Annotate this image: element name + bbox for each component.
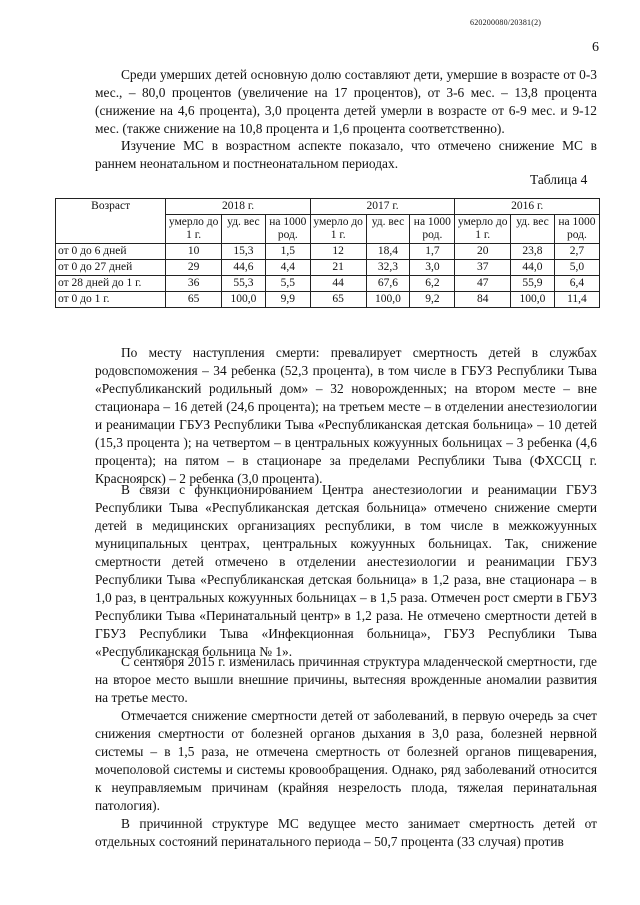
subheader-share: уд. вес bbox=[366, 215, 410, 244]
table-row bbox=[56, 260, 600, 276]
table-cell: 9,2 bbox=[410, 292, 455, 308]
table-cell: 55,9 bbox=[511, 276, 555, 292]
table-cell: 5,5 bbox=[265, 276, 310, 292]
table-row bbox=[56, 244, 600, 260]
year-header: 2016 г. bbox=[455, 199, 600, 215]
row-age-label: от 0 до 27 дней bbox=[56, 260, 166, 276]
paragraph-age-aspect: Изучение МС в возрастном аспекте показало, что отмечено снижение МС в раннем неонатальном и постнеонатальном периодах. bbox=[95, 138, 597, 171]
page-number: 6 bbox=[592, 40, 599, 55]
subheader-died: умерло до 1 г. bbox=[166, 215, 222, 244]
table-label: Таблица 4 bbox=[530, 172, 588, 187]
subheader-share: уд. вес bbox=[221, 215, 265, 244]
paragraph-place-of-death: По месту наступления смерти: превалирует смертность детей в службах родовспоможения – 34 ребенка (52,3 процента), в том числе в ГБУЗ Республики Тыва «Республиканский родильный дом» – 32 новорожденных; на втором месте – вне стационара – 16 детей (24,6 процента); на третьем месте – в отделении анестезиологии и реанимации ГБУЗ Республики Тыва «Республиканская детская больница» – 10 детей (15,3 процента ); на четвертом – в центральных кожуунных больницах – 3 ребенка (4,6 процента); на пятом – в стационаре за пределами Республики Тыва (ФХССЦ г. Красноярск) – 2 ребенка (3,0 процента). bbox=[95, 345, 597, 486]
row-age-label: от 0 до 6 дней bbox=[56, 244, 166, 260]
table-cell: 29 bbox=[166, 260, 222, 276]
subheader-per-1000: на 1000 род. bbox=[265, 215, 310, 244]
table-cell: 1,7 bbox=[410, 244, 455, 260]
table-cell: 36 bbox=[166, 276, 222, 292]
table-cell: 2,7 bbox=[554, 244, 599, 260]
table-cell: 4,4 bbox=[265, 260, 310, 276]
age-column-header: Возраст bbox=[56, 199, 166, 244]
subheader-died: умерло до 1 г. bbox=[310, 215, 366, 244]
table-cell: 44 bbox=[310, 276, 366, 292]
subheader-per-1000: на 1000 род. bbox=[554, 215, 599, 244]
paragraph-cause-structure: С сентября 2015 г. изменилась причинная структура младенческой смертности, где на второе место вышли внешние причины, вытесняя врожденные аномалии развития на третье место. bbox=[95, 654, 597, 705]
year-header: 2017 г. bbox=[310, 199, 455, 215]
table-cell: 65 bbox=[166, 292, 222, 308]
paragraph-reanimation-center: В связи с функционированием Центра анестезиологии и реанимации ГБУЗ Республики Тыва «Республиканская детская больница» отмечено снижение смерти детей в медицинских организациях республики, в том числе в межкожуунных муниципальных центрах, центральных кожуунных больницах. Так, снижение смертности детей отмечено в отделении анестезиологии и реанимации ГБУЗ Республики Тыва «Республиканская детская больница» в 1,2 раза, вне стационара – в 1,0 раз, в центральных кожуунных больницах – в 1,5 раза. Отмечен рост смерти в ГБУЗ Республики Тыва «Перинатальный центр» в 1,2 раза. Не отмечено смертности детей в ГБУЗ Республики Тыва «Инфекционная больница», ГБУЗ Республики Тыва «Республиканская больница № 1». bbox=[95, 482, 597, 659]
table-cell: 100,0 bbox=[511, 292, 555, 308]
table-cell: 6,2 bbox=[410, 276, 455, 292]
table-row bbox=[56, 292, 600, 308]
table-cell: 20 bbox=[455, 244, 511, 260]
table-cell: 23,8 bbox=[511, 244, 555, 260]
paragraph-perinatal: В причинной структуре МС ведущее место занимает смертность детей от отдельных состояний перинатального периода – 50,7 процента (33 случая) против bbox=[95, 816, 597, 849]
table-cell: 6,4 bbox=[554, 276, 599, 292]
table-cell: 5,0 bbox=[554, 260, 599, 276]
table-cell: 84 bbox=[455, 292, 511, 308]
year-header: 2018 г. bbox=[166, 199, 311, 215]
paragraph-age-structure: Среди умерших детей основную долю составляют дети, умершие в возрасте от 0-3 мес., – 80,0 процентов (увеличение на 17 процентов), от 3-6 мес. – 13,8 процента (снижение на 4,6 процента), 3,0 процента детей умерли в возрасте от 6-9 мес. и 9-12 мес. (также снижение на 10,8 процента и 1,6 процента соответственно). bbox=[95, 67, 597, 136]
table-cell: 100,0 bbox=[366, 292, 410, 308]
subheader-died: умерло до 1 г. bbox=[455, 215, 511, 244]
table-cell: 15,3 bbox=[221, 244, 265, 260]
mortality-by-age-table bbox=[55, 198, 600, 308]
document-id: 620200080/20381(2) bbox=[470, 18, 542, 27]
table-cell: 65 bbox=[310, 292, 366, 308]
row-age-label: от 0 до 1 г. bbox=[56, 292, 166, 308]
table-cell: 21 bbox=[310, 260, 366, 276]
table-cell: 11,4 bbox=[554, 292, 599, 308]
table-cell: 10 bbox=[166, 244, 222, 260]
table-body bbox=[56, 244, 600, 308]
table-year-header-row bbox=[56, 199, 600, 215]
table-cell: 37 bbox=[455, 260, 511, 276]
subheader-per-1000: на 1000 род. bbox=[410, 215, 455, 244]
table-row bbox=[56, 276, 600, 292]
paragraph-disease-decline: Отмечается снижение смертности детей от заболеваний, в первую очередь за счет снижения смертности от болезней органов дыхания в 3,0 раза, болезней нервной системы – в 1,5 раза, не отмечена смертность от болезней органов пищеварения, мочеполовой системы и системы кровообращения. Однако, ряд заболеваний относится к неуправляемым причинам (крайняя незрелость плода, тяжелая перинатальная патология). bbox=[95, 708, 597, 813]
table-cell: 3,0 bbox=[410, 260, 455, 276]
table-cell: 9,9 bbox=[265, 292, 310, 308]
row-age-label: от 28 дней до 1 г. bbox=[56, 276, 166, 292]
table-cell: 47 bbox=[455, 276, 511, 292]
table-cell: 1,5 bbox=[265, 244, 310, 260]
subheader-share: уд. вес bbox=[511, 215, 555, 244]
table-cell: 44,6 bbox=[221, 260, 265, 276]
table-cell: 55,3 bbox=[221, 276, 265, 292]
table-cell: 67,6 bbox=[366, 276, 410, 292]
table-cell: 44,0 bbox=[511, 260, 555, 276]
table-cell: 18,4 bbox=[366, 244, 410, 260]
table-cell: 100,0 bbox=[221, 292, 265, 308]
table-cell: 12 bbox=[310, 244, 366, 260]
table-cell: 32,3 bbox=[366, 260, 410, 276]
